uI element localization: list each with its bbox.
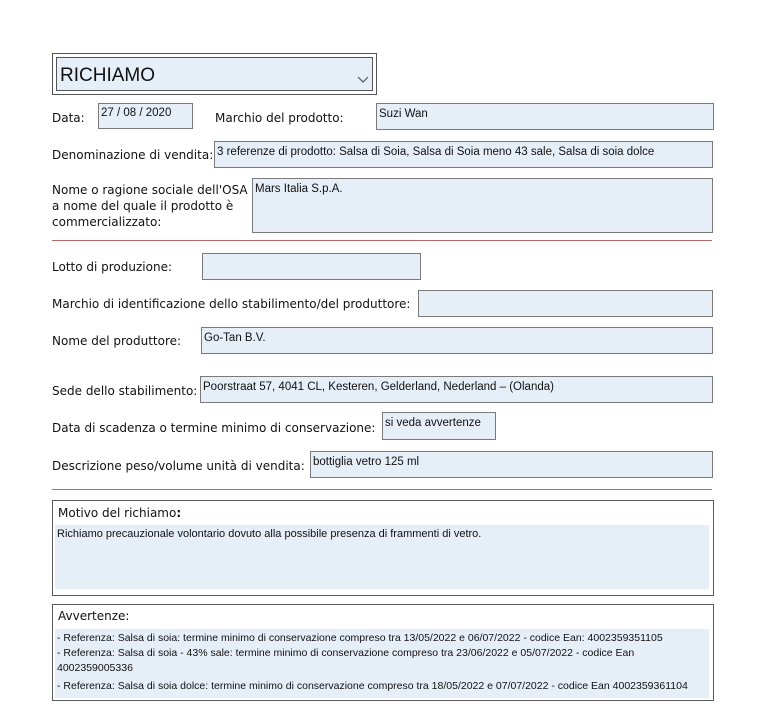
lot-field[interactable] bbox=[202, 253, 421, 280]
brand-field[interactable]: Suzi Wan bbox=[376, 103, 714, 130]
site-field[interactable]: Poorstraat 57, 4041 CL, Kesteren, Gelderland, Nederland – (Olanda) bbox=[200, 376, 713, 403]
lot-label: Lotto di produzione: bbox=[52, 260, 173, 274]
osa-label-line-1: Nome o ragione sociale dell'OSA bbox=[52, 183, 248, 197]
warning-line: - Referenza: Salsa di soia - 43% sale: termine minimo di conservazione compreso tra 23/06/2022 e 05/07/2022 - codice Ean bbox=[57, 647, 635, 659]
weight-field[interactable]: bottiglia vetro 125 ml bbox=[310, 451, 713, 478]
id-mark-label: Marchio di identificazione dello stabilimento/del produttore: bbox=[52, 297, 411, 311]
sales-name-label: Denominazione di vendita: bbox=[52, 148, 214, 162]
id-mark-field[interactable] bbox=[418, 290, 713, 317]
warning-line: 4002359005336 bbox=[57, 662, 133, 674]
brand-label: Marchio del prodotto: bbox=[215, 111, 344, 125]
site-label: Sede dello stabilimento: bbox=[52, 384, 198, 398]
type-dropdown-inner[interactable] bbox=[56, 57, 373, 91]
expiry-label: Data di scadenza o termine minimo di conservazione: bbox=[52, 421, 376, 435]
warnings-field[interactable] bbox=[55, 629, 709, 698]
osa-label-line-3: commercializzato: bbox=[52, 215, 162, 229]
osa-label-line-2: a nome del quale il prodotto è bbox=[52, 199, 234, 213]
divider bbox=[52, 489, 712, 490]
type-dropdown-value: RICHIAMO bbox=[60, 65, 155, 86]
sales-name-field[interactable]: 3 referenze di prodotto: Salsa di Soia, Salsa di Soia meno 43 sale, Salsa di soia dolce bbox=[214, 141, 713, 168]
chevron-down-icon[interactable] bbox=[357, 69, 369, 88]
warnings-box bbox=[52, 604, 714, 701]
recall-reason-box bbox=[52, 500, 714, 596]
recall-reason-text: Richiamo precauzionale volontario dovuto alla possibile presenza di frammenti di vetro. bbox=[57, 528, 482, 540]
type-dropdown[interactable] bbox=[52, 53, 377, 95]
weight-label: Descrizione peso/volume unità di vendita: bbox=[52, 459, 305, 473]
recall-reason-title: Motivo del richiamo: bbox=[58, 506, 182, 520]
warning-line: - Referenza: Salsa di soia: termine minimo di conservazione compreso tra 13/05/2022 e 06/07/2022 - codice Ean: 4002359351105 bbox=[57, 632, 663, 644]
recall-reason-field[interactable] bbox=[55, 525, 709, 589]
osa-field[interactable]: Mars Italia S.p.A. bbox=[252, 178, 713, 233]
expiry-field[interactable]: si veda avvertenze bbox=[382, 412, 496, 440]
divider bbox=[52, 240, 712, 241]
date-field[interactable]: 27 / 08 / 2020 bbox=[98, 103, 193, 129]
producer-field[interactable]: Go-Tan B.V. bbox=[201, 327, 713, 354]
producer-label: Nome del produttore: bbox=[52, 334, 182, 348]
warning-line: - Referenza: Salsa di soia dolce: termine minimo di conservazione compreso tra 18/05/2022 e 07/07/2022 - codice Ean 4002359361104 bbox=[57, 680, 688, 692]
warnings-title: Avvertenze: bbox=[58, 609, 130, 623]
date-label: Data: bbox=[52, 111, 85, 125]
